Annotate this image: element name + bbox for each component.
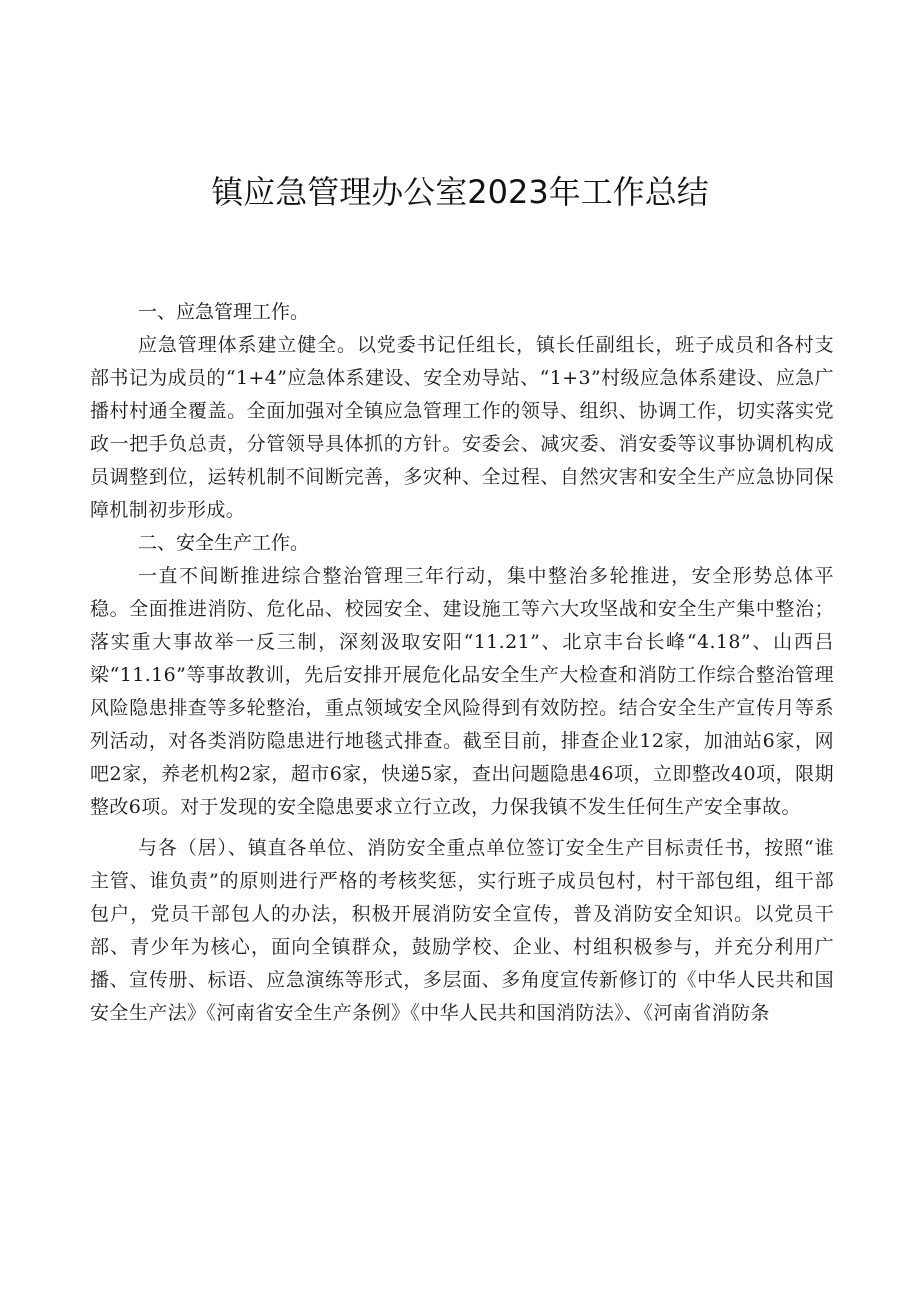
section-heading-safety-production: 二、安全生产工作。	[138, 532, 310, 554]
paragraph-emergency-system: 应急管理体系建立健全。以党委书记任组长，镇长任副组长，班子成员和各村支部书记为成员的“1+4”应急体系建设、安全劝导站、“1+3”村级应急体系建设、应急广播村村通全覆盖。全面加强对全镇应急管理工作的领导、组织、协调工作，切实落实党政一把手负总责，分管领导具体抓的方针。安委会、减灾委、消安委等议事协调机构成员调整到位，运转机制不间断完善，多灾种、全过程、自然灾害和安全生产应急协同保障机制初步形成。	[90, 334, 834, 521]
section-heading-emergency-management: 一、应急管理工作。	[138, 301, 310, 323]
paragraph-safety-rectification: 一直不间断推进综合整治管理三年行动，集中整治多轮推进，安全形势总体平稳。全面推进消防、危化品、校园安全、建设施工等六大攻坚战和安全生产集中整治；落实重大事故举一反三制，深刻汲取安阳“11.21”、北京丰台长峰“4.18”、山西吕梁“11.16”等事故教训，先后安排开展危化品安全生产大检查和消防工作综合整治管理风险隐患排查等多轮整治，重点领域安全风险得到有效防控。结合安全生产宣传月等系列活动，对各类消防隐患进行地毯式排查。截至目前，排查企业12家，加油站6家，网吧2家，养老机构2家，超市6家，快递5家，查出问题隐患46项，立即整改40项，限期整改6项。对于发现的安全隐患要求立行立改，力保我镇不发生任何生产安全事故。	[90, 565, 834, 818]
document-body	[90, 296, 834, 1030]
document-title: 镇应急管理办公室2023年工作总结	[211, 173, 709, 211]
paragraph-safety-responsibility: 与各（居）、镇直各单位、消防安全重点单位签订安全生产目标责任书，按照“谁主管、谁负责”的原则进行严格的考核奖惩，实行班子成员包村，村干部包组，组干部包户，党员干部包人的办法，积极开展消防安全宣传，普及消防安全知识。以党员干部、青少年为核心，面向全镇群众，鼓励学校、企业、村组积极参与，并充分利用广播、宣传册、标语、应急演练等形式，多层面、多角度宣传新修订的《中华人民共和国安全生产法》《河南省安全生产条例》《中华人民共和国消防法》、《河南省消防条	[90, 837, 834, 1024]
